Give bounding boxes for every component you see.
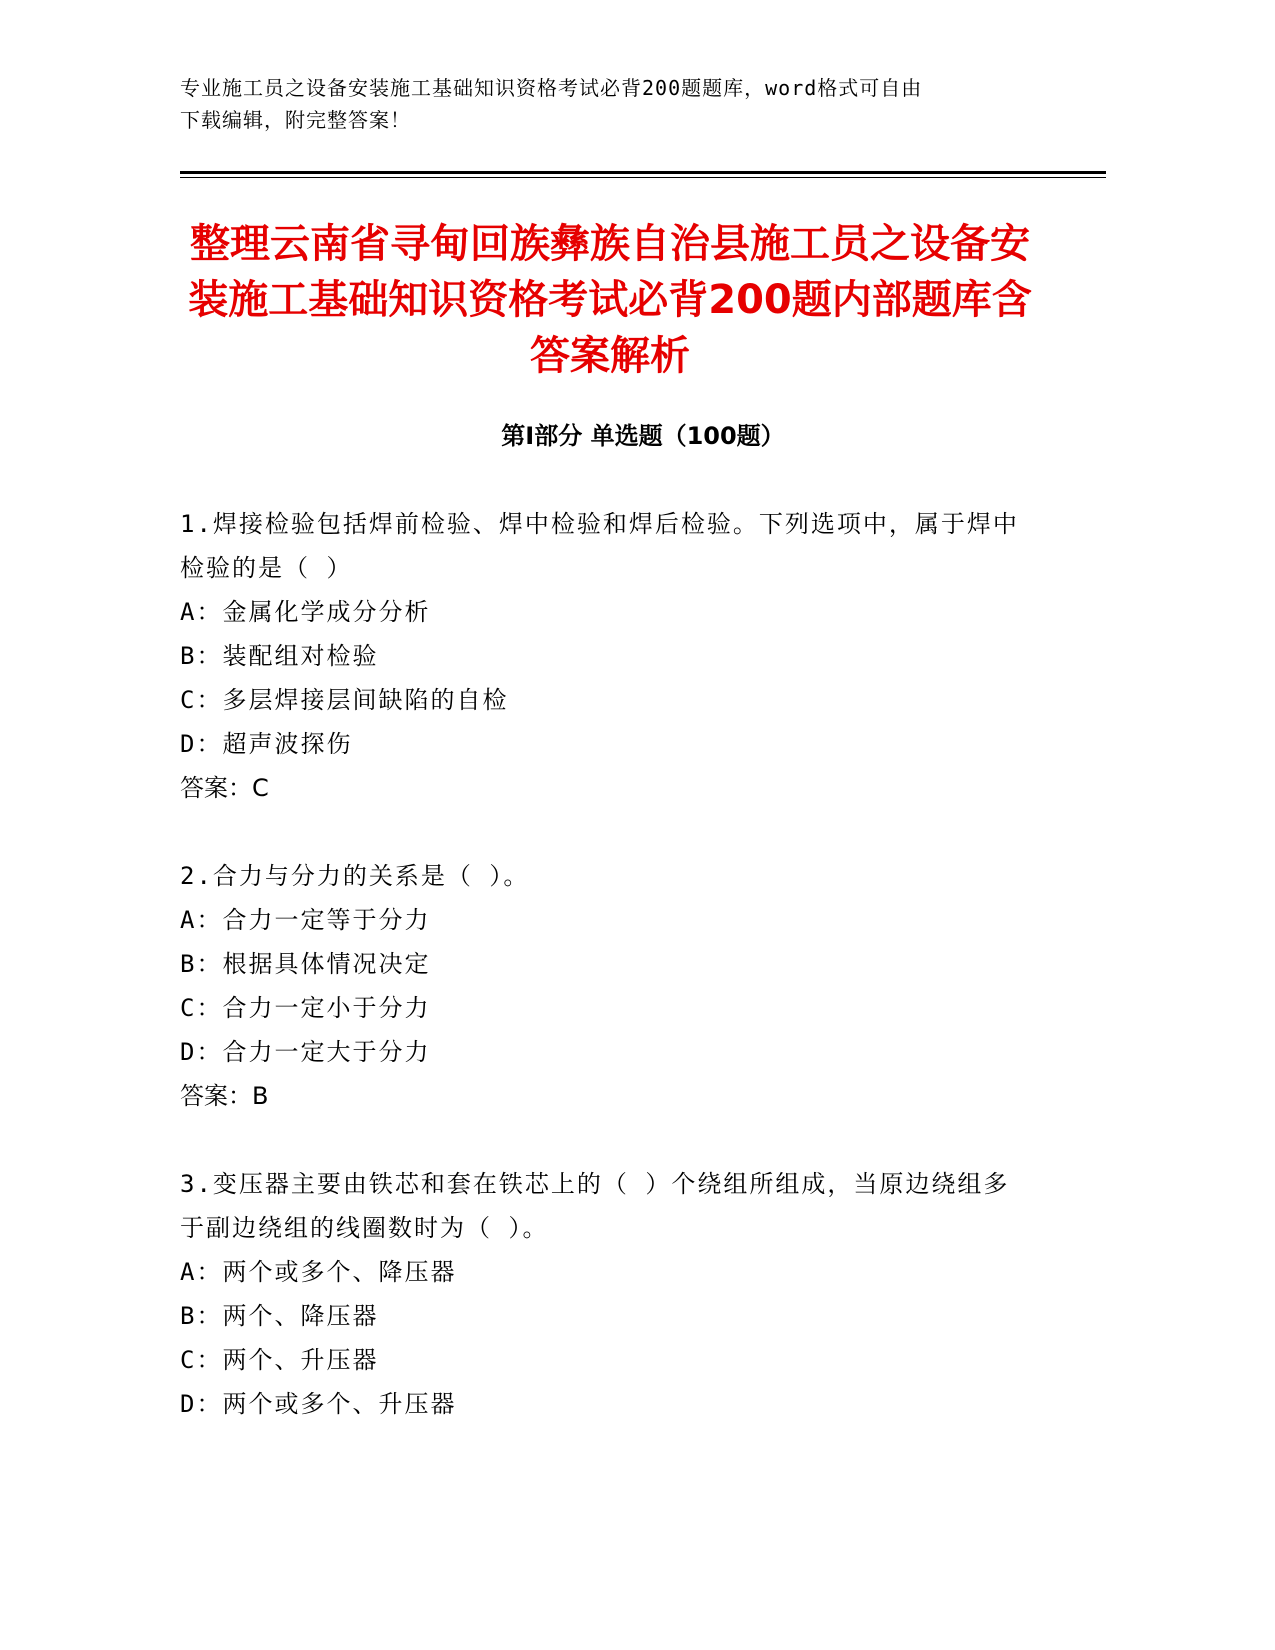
- option-d: D：两个或多个、升压器: [180, 1390, 457, 1418]
- header-rule-thick: [180, 171, 1106, 174]
- question-list: [180, 502, 1030, 1470]
- section-heading: 第Ⅰ部分 单选题（100题）: [501, 422, 785, 450]
- question-3: [180, 1162, 1030, 1426]
- document-title: 整理云南省寻甸回族彝族自治县施工员之设备安装施工基础知识资格考试必背200题内部题库含答案解析: [188, 221, 1032, 379]
- option-b: B：根据具体情况决定: [180, 950, 431, 978]
- option-d: D：合力一定大于分力: [180, 1038, 431, 1066]
- option-c: C：多层焊接层间缺陷的自检: [180, 686, 509, 714]
- option-c: C：合力一定小于分力: [180, 994, 431, 1022]
- option-a: A：两个或多个、降压器: [180, 1258, 457, 1286]
- option-d: D：超声波探伤: [180, 730, 353, 758]
- question-2: [180, 854, 1030, 1118]
- answer: 答案：C: [180, 774, 269, 802]
- header-note: 专业施工员之设备安装施工基础知识资格考试必背200题题库，word格式可自由 下载编辑，附完整答案！: [180, 76, 923, 132]
- question-stem: 1.焊接检验包括焊前检验、焊中检验和焊后检验。下列选项中，属于焊中检验的是（ ）: [180, 510, 1019, 582]
- question-stem: 3.变压器主要由铁芯和套在铁芯上的（ ）个绕组所组成，当原边绕组多于副边绕组的线圈数时为（ ）。: [180, 1170, 1010, 1242]
- option-a: A：合力一定等于分力: [180, 906, 431, 934]
- answer: 答案：B: [180, 1082, 269, 1110]
- option-b: B：两个、降压器: [180, 1302, 379, 1330]
- option-a: A：金属化学成分分析: [180, 598, 431, 626]
- header-rule-thin: [180, 177, 1106, 178]
- question-1: [180, 502, 1030, 810]
- option-b: B：装配组对检验: [180, 642, 379, 670]
- option-c: C：两个、升压器: [180, 1346, 379, 1374]
- question-stem: 2.合力与分力的关系是（ ）。: [180, 862, 530, 890]
